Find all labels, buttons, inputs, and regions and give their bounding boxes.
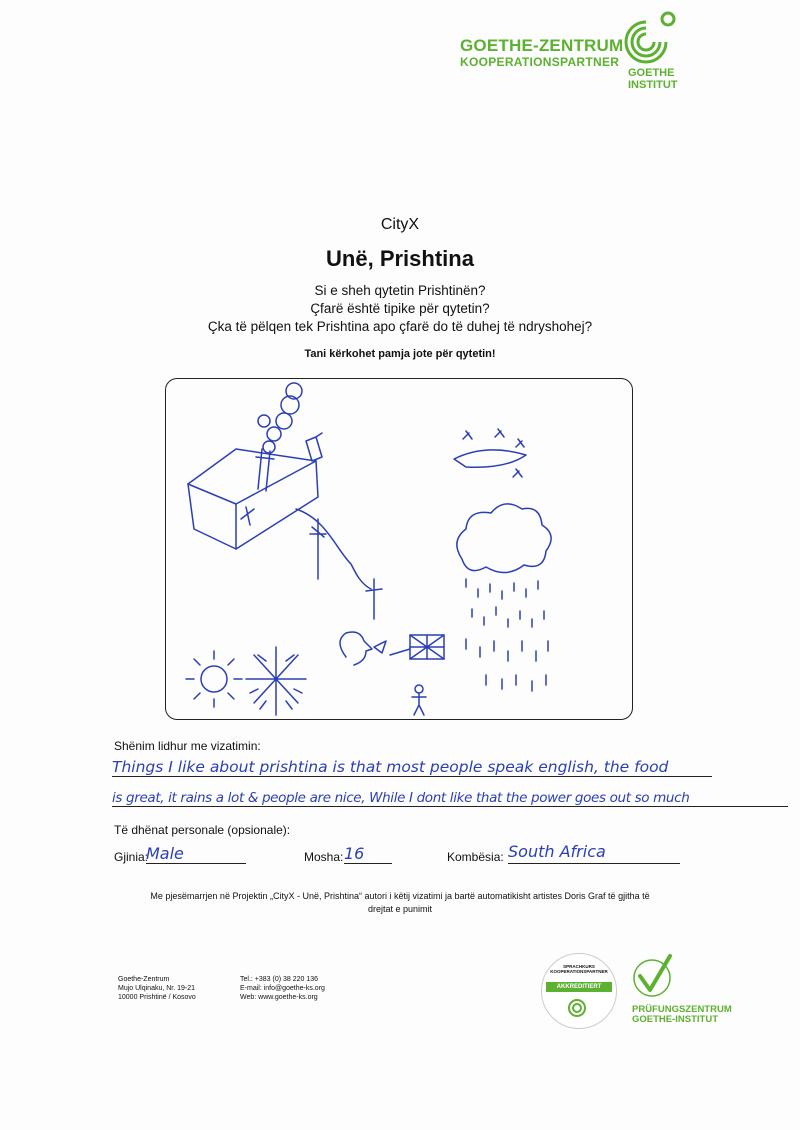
prompt-text: Tani kërkohet pamja jote për qytetin!	[304, 348, 496, 360]
footer-address: Goethe-Zentrum Mujo Ulqinaku, Nr. 19-21 10000 Prishtinë / Kosovo	[118, 976, 196, 1001]
personal-data-label: Të dhënat personale (opsionale):	[114, 823, 291, 837]
power-line	[296, 509, 371, 589]
snowflake	[246, 647, 306, 715]
rain-cloud	[457, 504, 551, 691]
kooperationspartner-label: KOOPERATIONSPARTNER	[460, 55, 620, 69]
power-pole-2	[366, 579, 382, 619]
uk-flag	[390, 635, 444, 659]
age-value: 16	[344, 844, 392, 864]
nationality-value: South Africa	[508, 842, 680, 864]
pruefungszentrum-label: PRÜFUNGSZENTRUM GOETHE-INSTITUT	[632, 1004, 732, 1025]
nationality-label: Kombësia:	[447, 850, 504, 864]
pretitle: CityX	[380, 216, 420, 233]
goethe-logo-icon	[624, 10, 680, 66]
age-label: Mosha:	[304, 850, 344, 864]
gender-label: Gjinia:	[114, 850, 149, 864]
goethe-institut-label: GOETHE INSTITUT	[628, 67, 678, 91]
sun	[186, 651, 242, 707]
footer-contact: Tel.: +383 (0) 38 220 136 E-mail: info@goethe-ks.org Web: www.goethe-ks.org	[240, 976, 325, 1001]
badge-goethe-icon	[567, 998, 591, 1018]
drawing-frame	[165, 378, 633, 720]
child-drawing	[166, 379, 632, 719]
speaking-head	[340, 632, 386, 665]
question-3: Çka të pëlqen tek Prishtina apo çfarë do të duhej të ndryshohej?	[207, 319, 593, 334]
page-title: Unë, Prishtina	[326, 246, 474, 271]
chimney	[306, 433, 322, 461]
goethe-zentrum-title: GOETHE-ZENTRUM	[460, 36, 624, 55]
accreditation-badge: SPRACHKURS KOOPERATIONSPARTNER AKKREDITIERT	[541, 953, 617, 1029]
plane	[454, 429, 526, 477]
disclaimer: Me pjesëmarrjen në Projektin „CityX - Unë, Prishtina“ autori i këtij vizatimi ja bartë automatikisht artistes Doris Graf të gjitha të drejtat e punimit	[150, 891, 650, 914]
question-1: Si e sheh qytetin Prishtinën?	[314, 283, 486, 298]
gender-value: Male	[146, 844, 246, 864]
small-person	[412, 685, 426, 715]
note-line-1: Things I like about prishtina is that most people speak english, the food	[112, 758, 712, 777]
question-2: Çfarë është tipike për qytetin?	[310, 301, 490, 316]
checkmark-icon	[632, 952, 676, 1000]
note-label: Shënim lidhur me vizatimin:	[114, 739, 261, 753]
note-line-2: is great, it rains a lot & people are nice, While I dont like that the power goes out so much	[112, 790, 788, 807]
scribble-tower	[256, 383, 302, 491]
building	[188, 449, 318, 549]
